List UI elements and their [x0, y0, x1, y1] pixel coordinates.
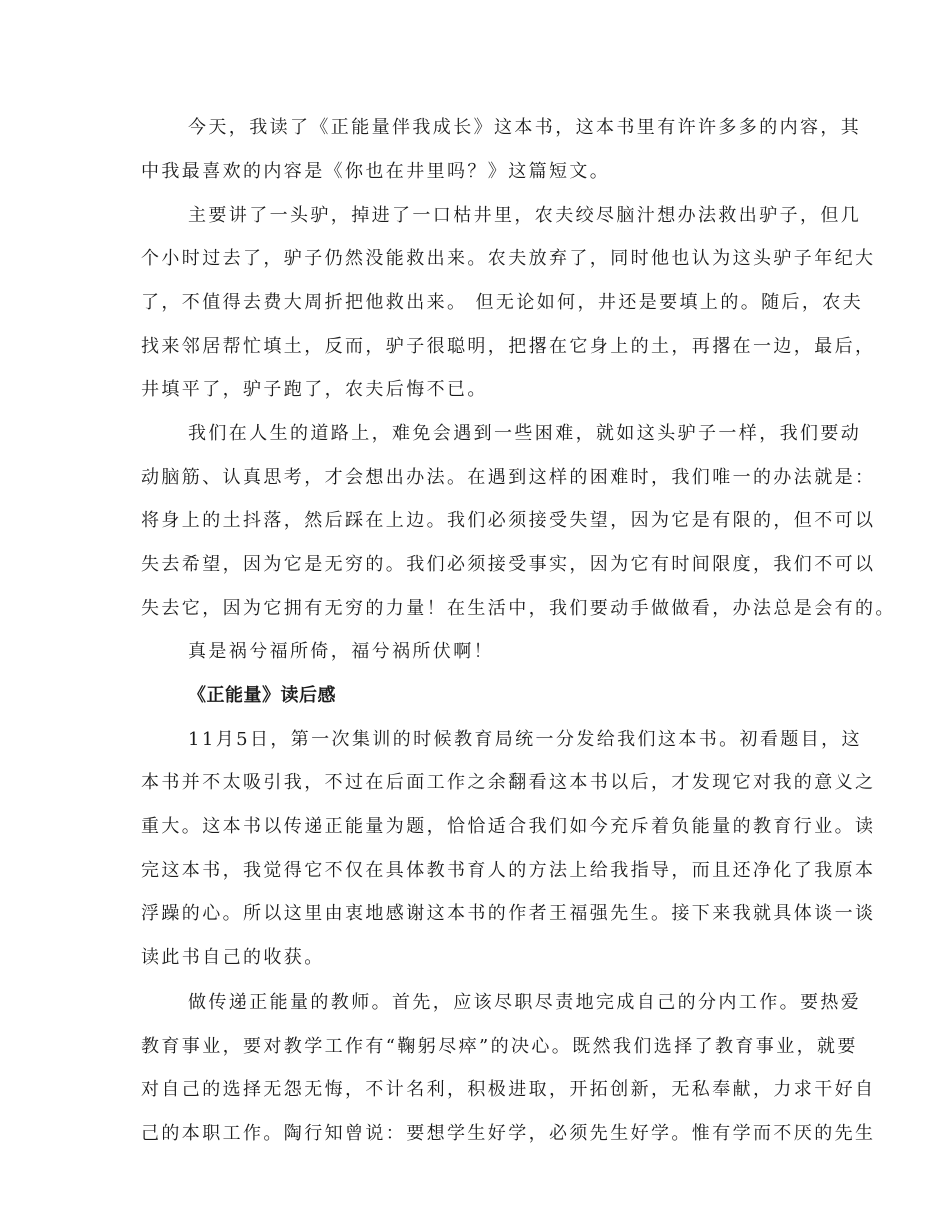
- paragraph-3-line-1: 我们在人生的道路上，难免会遇到一些困难，就如这头驴子一样，我们要动: [188, 423, 862, 444]
- paragraph-6-line-2: 教育事业，要对教学工作有“鞠躬尽瘁”的决心。既然我们选择了教育事业，就要: [141, 1036, 858, 1057]
- paragraph-2-line-4: 找来邻居帮忙填土，反而，驴子很聪明，把撂在它身上的土，再撂在一边，最后，: [141, 336, 876, 357]
- paragraph-6-line-4: 己的本职工作。陶行知曾说：要想学生好学，必须先生好学。惟有学而不厌的先生: [141, 1123, 876, 1144]
- paragraph-2-line-2: 个小时过去了，驴子仍然没能救出来。农夫放弃了，同时他也认为这头驴子年纪大: [141, 248, 876, 269]
- paragraph-5-line-3: 重大。这本书以传递正能量为题，恰恰适合我们如今充斥着负能量的教育行业。读: [141, 816, 876, 837]
- paragraph-3-line-5: 失去它，因为它拥有无穷的力量！在生活中，我们要动手做做看，办法总是会有的。: [141, 598, 896, 619]
- paragraph-2-line-5: 井填平了，驴子跑了，农夫后悔不已。: [141, 379, 488, 400]
- paragraph-5-line-2: 本书并不太吸引我，不过在后面工作之余翻看这本书以后，才发现它对我的意义之: [141, 772, 876, 793]
- paragraph-1-line-2: 中我最喜欢的内容是《你也在井里吗？》这篇短文。: [141, 161, 611, 182]
- paragraph-1-line-1: 今天，我读了《正能量伴我成长》这本书，这本书里有许许多多的内容，其: [188, 117, 862, 138]
- paragraph-3-line-4: 失去希望，因为它是无穷的。我们必须接受事实，因为它有时间限度，我们不可以: [141, 554, 876, 575]
- paragraph-6-line-3: 对自己的选择无怨无悔，不计名利，积极进取，开拓创新，无私奉献，力求干好自: [141, 1079, 876, 1100]
- paragraph-4-line-1: 真是祸兮福所倚，福兮祸所伏啊！: [188, 641, 494, 662]
- paragraph-6-line-1: 做传递正能量的教师。首先，应该尽职尽责地完成自己的分内工作。要热爱: [188, 992, 862, 1013]
- section-heading: 《正能量》读后感: [188, 685, 336, 706]
- paragraph-3-line-3: 将身上的土抖落，然后踩在上边。我们必须接受失望，因为它是有限的，但不可以: [141, 510, 876, 531]
- paragraph-5-line-4: 完这本书，我觉得它不仅在具体教书育人的方法上给我指导，而且还净化了我原本: [141, 860, 876, 881]
- paragraph-5-line-1: 11月5日，第一次集训的时候教育局统一分发给我们这本书。初看题目，这: [188, 729, 862, 750]
- paragraph-5-line-6: 读此书自己的收获。: [141, 947, 325, 968]
- paragraph-2-line-1: 主要讲了一头驴，掉进了一口枯井里，农夫绞尽脑汁想办法救出驴子，但几: [188, 205, 862, 226]
- paragraph-5-line-5: 浮躁的心。所以这里由衷地感谢这本书的作者王福强先生。接下来我就具体谈一谈: [141, 903, 876, 924]
- paragraph-2-line-3: 了，不值得去费大周折把他救出来。 但无论如何，井还是要填上的。随后，农夫: [141, 292, 864, 313]
- paragraph-3-line-2: 动脑筋、认真思考，才会想出办法。在遇到这样的困难时，我们唯一的办法就是：: [141, 467, 876, 488]
